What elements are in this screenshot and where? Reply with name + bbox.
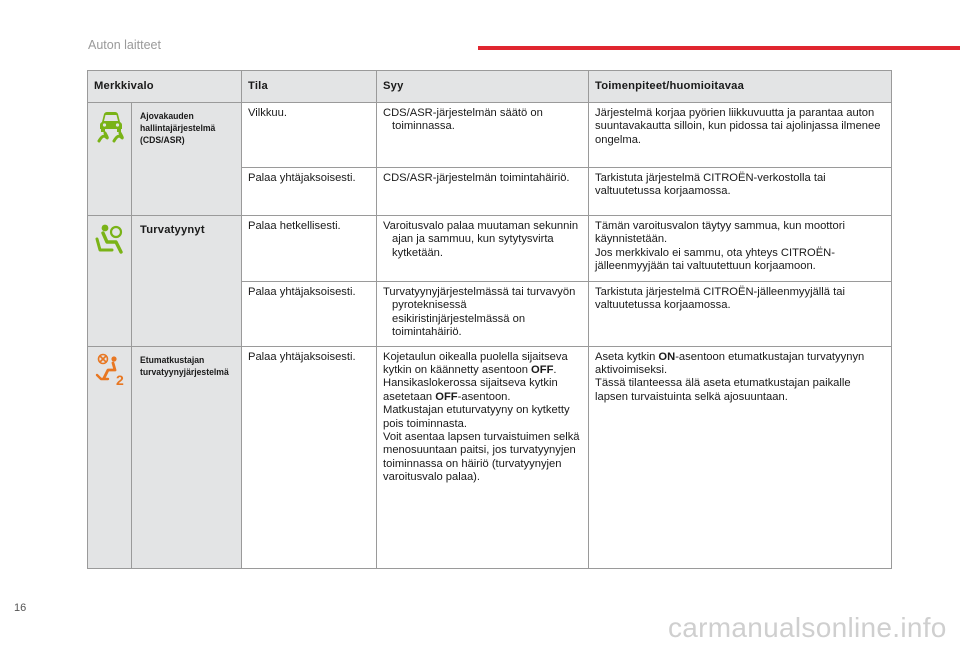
tila-cell: Vilkkuu.: [242, 103, 377, 168]
header-accent-bar: [478, 46, 960, 50]
syy-cell: Varoitusvalo palaa muutaman sekunnin ajan ja sammuu, kun sytytysvirta kytketään.: [377, 216, 589, 282]
passenger-airbag-off-icon: [94, 353, 134, 393]
indicator-name: Turvatyynyt: [132, 216, 242, 347]
toimenpiteet-cell: Tarkistuta järjestelmä CITROËN-verkostolla tai valtuutetussa korjaamossa.: [589, 168, 892, 216]
indicator-icon-cell: [88, 103, 132, 216]
column-header-syy: Syy: [377, 71, 589, 103]
page-number: 16: [14, 602, 27, 614]
toimenpiteet-cell: Aseta kytkin ON-asentoon etumatkustajan turvatyynyn aktivoimiseksi. Tässä tilanteessa älä aseta etumatkustajan paikalle lapsen turvaistuinta selkä ajosuuntaan.: [589, 346, 892, 568]
warning-lights-table: [87, 70, 892, 569]
tila-cell: Palaa yhtäjaksoisesti.: [242, 346, 377, 568]
table-row: [88, 103, 892, 168]
svg-text:2: 2: [116, 371, 124, 387]
watermark: carmanualsonline.info: [668, 612, 947, 643]
column-header-merkkivalo: Merkkivalo: [88, 71, 242, 103]
syy-cell: Turvatyynyjärjestelmässä tai turvavyön pyroteknisessä esikiristinjärjestelmässä on toimintahäiriö.: [377, 282, 589, 347]
column-header-toimenpiteet: Toimenpiteet/huomioitavaa: [589, 71, 892, 103]
airbag-icon: [94, 222, 134, 262]
tila-cell: Palaa yhtäjaksoisesti.: [242, 168, 377, 216]
indicator-name: Ajovakauden hallintajärjestelmä (CDS/ASR): [132, 103, 242, 216]
tila-cell: Palaa yhtäjaksoisesti.: [242, 282, 377, 347]
syy-cell: CDS/ASR-järjestelmän toimintahäiriö.: [377, 168, 589, 216]
indicator-name: Etumatkustajan turvatyynyjärjestelmä: [132, 346, 242, 568]
table-row: [88, 346, 892, 568]
indicator-icon-cell: [88, 216, 132, 347]
syy-cell: CDS/ASR-järjestelmän säätö on toiminnassa.: [377, 103, 589, 168]
syy-cell: Kojetaulun oikealla puolella sijaitseva kytkin on käännetty asentoon OFF. Hansikaslokerossa sijaitseva kytkin asetetaan OFF-asentoon. Matkustajan etuturvatyyny on kytketty pois toiminnasta. Voit asentaa lapsen turvaistuimen selkä menosuuntaan paitsi, jos turvatyynyjen toiminnassa on häiriö (turvatyynyjen varoitusvalo palaa).: [377, 346, 589, 568]
skid-car-icon: [94, 109, 134, 149]
table-row: [88, 216, 892, 282]
toimenpiteet-cell: Tarkistuta järjestelmä CITROËN-jälleenmyyjällä tai valtuutetussa korjaamossa.: [589, 282, 892, 347]
tila-cell: Palaa hetkellisesti.: [242, 216, 377, 282]
table-header-row: [88, 71, 892, 103]
toimenpiteet-cell: Tämän varoitusvalon täytyy sammua, kun moottori käynnistetään. Jos merkkivalo ei sammu, ota yhteys CITROËN-jälleenmyyjään tai valtuutettuun korjaamoon.: [589, 216, 892, 282]
section-title: Auton laitteet: [88, 38, 161, 52]
toimenpiteet-cell: Järjestelmä korjaa pyörien liikkuvuutta ja parantaa auton suuntavakautta silloin, kun pidossa tai ajolinjassa ilmenee ongelma.: [589, 103, 892, 168]
column-header-tila: Tila: [242, 71, 377, 103]
indicator-icon-cell: [88, 346, 132, 568]
